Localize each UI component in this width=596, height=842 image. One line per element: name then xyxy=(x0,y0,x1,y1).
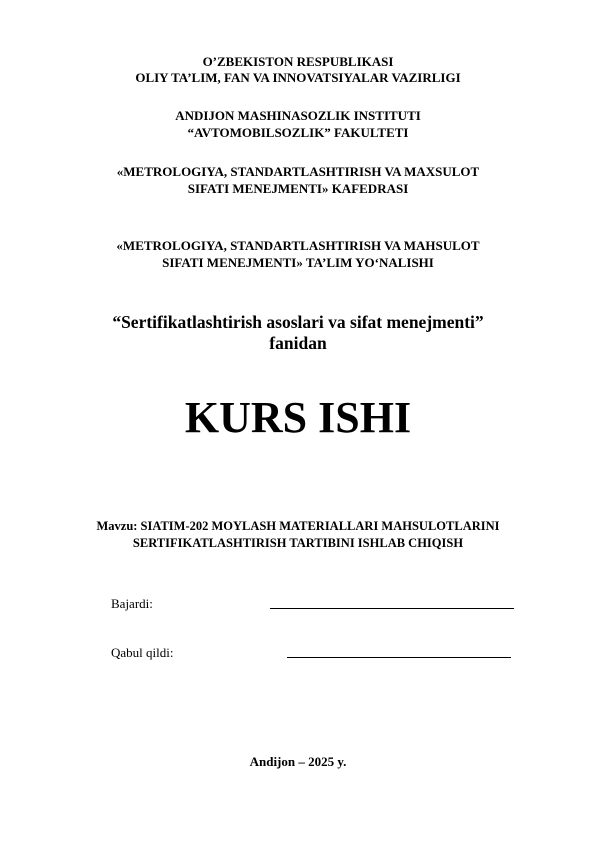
country-heading: O’ZBEKISTON RESPUBLIKASI xyxy=(202,54,394,69)
document-title: KURS ISHI xyxy=(184,393,412,442)
accepted-by-signature-line xyxy=(287,657,511,658)
subject-line2: fanidan xyxy=(269,333,327,353)
direction-heading-line1: «METROLOGIYA, STANDARTLASHTIRISH VA MAHSULOT xyxy=(116,238,480,253)
city-year-footer: Andijon – 2025 y. xyxy=(249,754,347,769)
topic-line1: Mavzu: SIATIM-202 MOYLASH MATERIALLARI MAHSULOTLARINI xyxy=(96,519,500,533)
ministry-heading: OLIY TA’LIM, FAN VA INNOVATSIYALAR VAZIRLIGI xyxy=(135,70,461,85)
direction-heading-line2: SIFATI MENEJMENTI» TA’LIM YO‘NALISHI xyxy=(162,255,434,270)
faculty-heading: “AVTOMOBILSOZLIK” FAKULTETI xyxy=(187,125,409,140)
performed-by-label: Bajardi: xyxy=(111,596,153,611)
performed-by-signature-line xyxy=(270,608,514,609)
department-heading-line1: «METROLOGIYA, STANDARTLASHTIRISH VA MAXSULOT xyxy=(116,164,480,179)
accepted-by-label: Qabul qildi: xyxy=(111,645,174,660)
department-heading-line2: SIFATI MENEJMENTI» KAFEDRASI xyxy=(187,181,409,196)
subject-line1: “Sertifikatlashtirish asoslari va sifat menejmenti” xyxy=(112,312,484,332)
institute-heading: ANDIJON MASHINASOZLIK INSTITUTI xyxy=(175,108,421,123)
topic-line2: SERTIFIKATLASHTIRISH TARTIBINI ISHLAB CHIQISH xyxy=(132,536,464,550)
